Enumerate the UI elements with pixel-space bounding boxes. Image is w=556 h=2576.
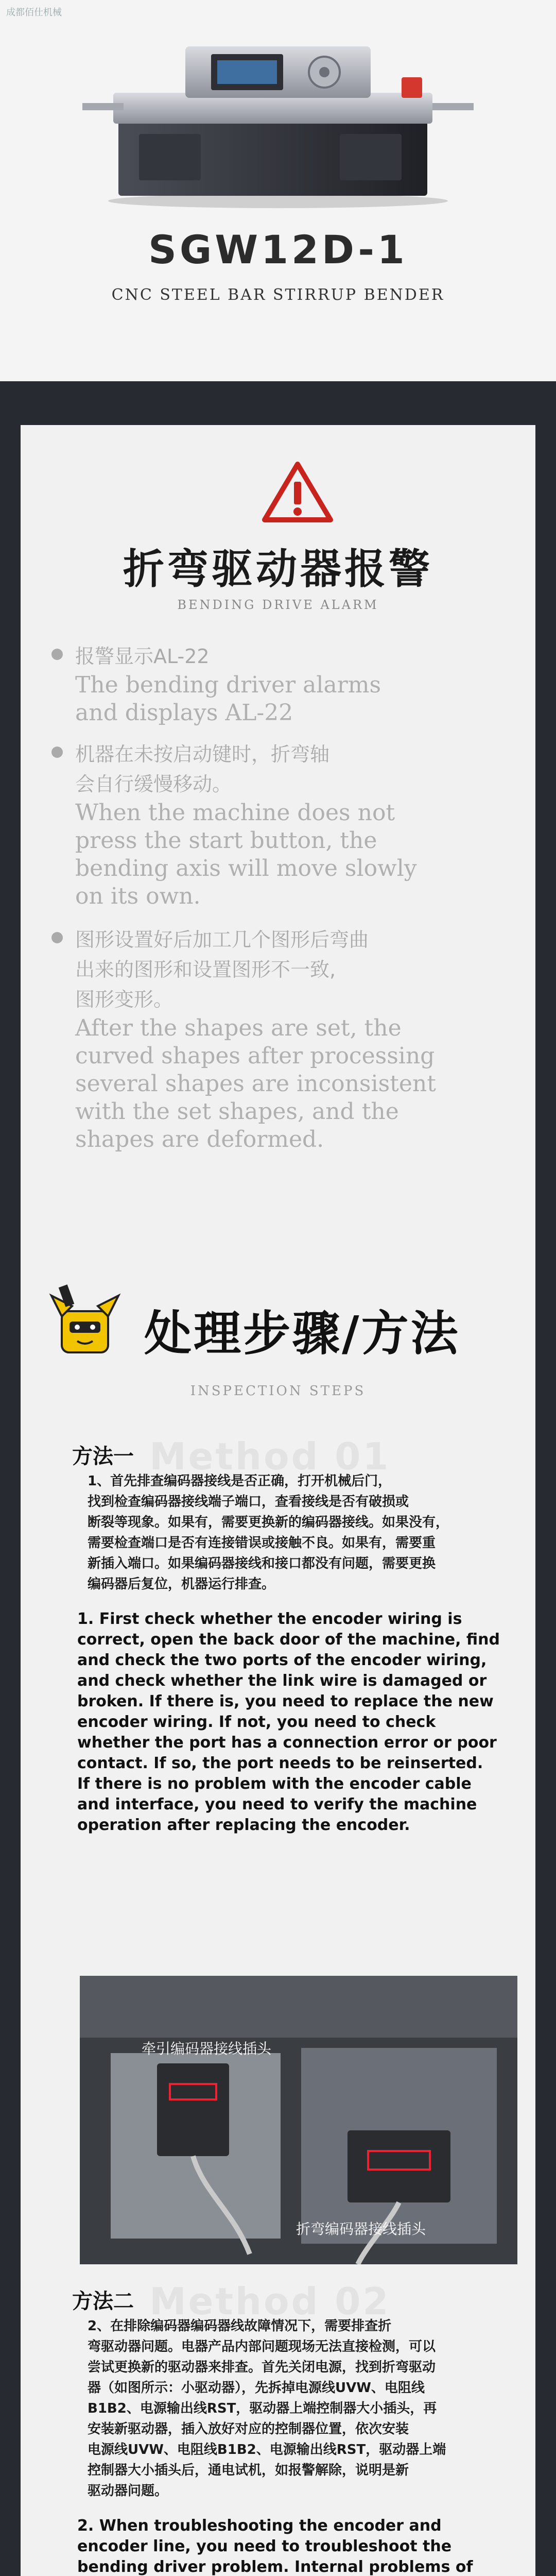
en-line: broken. If there is, you need to replace the new [77, 1692, 494, 1710]
bullet-zh-line: 图形变形。 [75, 988, 173, 1011]
method-header [72, 2280, 525, 2323]
en-line: whether the port has a connection error or poor [77, 1734, 497, 1752]
encoder-wiring-photo [80, 1976, 517, 2264]
zh-line: 需要检查端口是否有连接错误或接触不良。如果有，需要重 [88, 1535, 436, 1551]
mascot-icon [46, 1275, 124, 1358]
en-line: encoder line, you need to troubleshoot the [77, 2537, 452, 2555]
stirrup-bender-machine-image [82, 15, 474, 211]
method-en-text [72, 2516, 525, 2576]
bullet-en-line: with the set shapes, and the [75, 1098, 399, 1125]
steps-panel [21, 1239, 535, 2576]
brand-text: 成都佰仕机械 [6, 7, 62, 18]
zh-line: 编码器后复位，机器运行排查。 [88, 1577, 275, 1592]
zh-line: 断裂等现象。如果有，需要更换新的编码器接线。如果没有， [88, 1515, 449, 1530]
bullet-en-line: curved shapes after processing [75, 1043, 435, 1069]
zh-line: 控制器大小插头后，通电试机，如报警解除，说明是新 [88, 2463, 409, 2478]
product-model-title: SGW12D-1 [148, 227, 408, 273]
zh-line: 新插入端口。如果编码器接线和接口都没有问题，需要更换 [88, 1556, 436, 1571]
bullet-dot [51, 747, 63, 758]
steps-title: 处理步骤/方法 [144, 1306, 460, 1361]
warning-icon [262, 461, 334, 523]
en-line: operation after replacing the encoder. [77, 1816, 410, 1834]
bullet-en-line: press the start button, the [75, 827, 377, 854]
bullet-en-line: When the machine does not [75, 800, 395, 826]
bullet-zh-line: 机器在未按启动键时，折弯轴 [75, 743, 330, 766]
zh-line: 驱动器问题。 [88, 2483, 168, 2499]
method-2 [72, 2280, 525, 2576]
zh-line: 找到检查编码器接线端子端口，查看接线是否有破损或 [88, 1494, 409, 1510]
bullet-dot [51, 649, 63, 660]
method-1 [72, 1435, 525, 1836]
method-zh-text [72, 1471, 525, 1595]
divider-band [0, 381, 556, 425]
product-subtitle: CNC STEEL BAR STIRRUP BENDER [111, 286, 445, 304]
traction-encoder-plug-label: 牵引编码器接线插头 [142, 2040, 272, 2057]
method-label: 方法一 [72, 1445, 134, 1468]
alarm-panel [21, 425, 535, 1239]
en-line: correct, open the back door of the machine, find [77, 1631, 500, 1649]
hero-section [0, 0, 556, 381]
en-line: encoder wiring. If not, you need to check [77, 1713, 436, 1731]
en-line: bending driver problem. Internal problems of [77, 2558, 473, 2576]
zh-line: 弯驱动器问题。电器产品内部问题现场无法直接检测，可以 [88, 2339, 436, 2354]
alarm-title-en: BENDING DRIVE ALARM [177, 598, 379, 612]
bullet-zh-line: 报警显示AL-22 [75, 645, 210, 668]
bullet-dot [51, 932, 63, 943]
alarm-bullet-1 [51, 641, 515, 727]
zh-line: 安装新驱动器，插入放好对应的控制器位置，依次安装 [88, 2421, 409, 2437]
method-zh-text [72, 2316, 525, 2501]
en-line: 1. First check whether the encoder wiring is [77, 1610, 462, 1628]
method-number-watermark: Method 01 [149, 1435, 391, 1478]
bullet-en-line: and displays AL-22 [75, 700, 293, 726]
bullet-zh-line: 图形设置好后加工几个图形后弯曲 [75, 928, 369, 951]
bullet-zh-line: 会自行缓慢移动。 [75, 773, 232, 795]
zh-line: 尝试更换新的驱动器来排查。首先关闭电源，找到折弯驱动 [88, 2360, 436, 2375]
zh-line: B1B2、电源输出线RST，驱动器上端控制器大小插头，再 [88, 2401, 437, 2416]
zh-line: 电源线UVW、电阻线B1B2、电源输出线RST，驱动器上端 [88, 2442, 446, 2458]
method-en-text [72, 1609, 525, 1836]
bending-encoder-plug-label: 折弯编码器接线插头 [296, 2221, 426, 2238]
bullet-en-line: shapes are deformed. [75, 1126, 324, 1153]
en-line: and check whether the link wire is damaged or [77, 1672, 487, 1690]
bullet-en-line: After the shapes are set, the [75, 1015, 402, 1041]
method-header [72, 1435, 525, 1478]
method-label: 方法二 [72, 2290, 134, 2313]
bullet-en-line: several shapes are inconsistent [75, 1071, 436, 1097]
zh-line: 2、在排除编码器编码器线故障情况下，需要排查折 [88, 2318, 392, 2334]
bullet-zh-line: 出来的图形和设置图形不一致, [75, 958, 336, 981]
steps-title-en: INSPECTION STEPS [190, 1383, 366, 1399]
method-number-watermark: Method 02 [149, 2280, 391, 2323]
bullet-en-line: bending axis will move slowly [75, 855, 417, 882]
en-line: and check the two ports of the encoder wiring, [77, 1651, 487, 1669]
en-line: If there is no problem with the encoder cable [77, 1775, 472, 1793]
alarm-bullet-2 [51, 739, 515, 910]
bullet-en-line: on its own. [75, 883, 201, 909]
zh-line: 器（如图所示：小驱动器），先拆掉电源线UVW、电阻线 [88, 2380, 425, 2396]
bullet-en-line: The bending driver alarms [75, 672, 381, 698]
en-line: 2. When troubleshooting the encoder and [77, 2517, 442, 2535]
zh-line: 1、首先排查编码器接线是否正确，打开机械后门， [88, 1473, 392, 1489]
alarm-bullet-3 [51, 925, 515, 1154]
en-line: and interface, you need to verify the machine [77, 1795, 477, 1814]
en-line: contact. If so, the port needs to be reinserted. [77, 1754, 483, 1772]
alarm-title: 折弯驱动器报警 [123, 545, 433, 593]
